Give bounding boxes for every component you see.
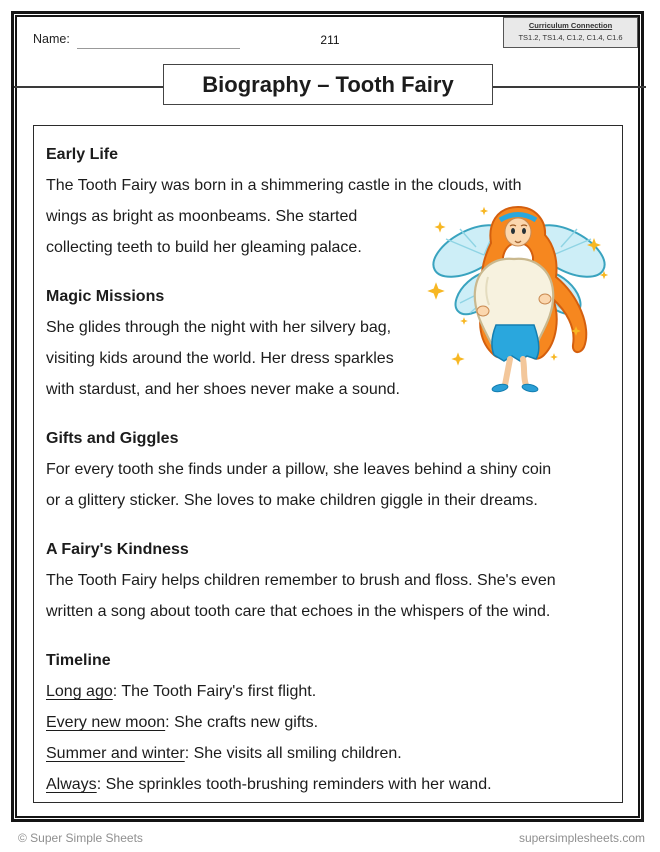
text-line: with stardust, and her shoes never make a sound. — [46, 381, 400, 398]
name-label: Name: — [33, 32, 70, 46]
timeline-entry — [46, 676, 610, 707]
timeline-text: : The Tooth Fairy's first flight. — [112, 683, 317, 700]
text-line: The Tooth Fairy helps children remember to brush and floss. She's even — [46, 572, 556, 589]
worksheet-title-box — [163, 64, 493, 105]
section-heading: Early Life — [46, 146, 119, 163]
section-heading: Magic Missions — [46, 288, 165, 305]
text-line: or a glittery sticker. She loves to make children giggle in their dreams. — [46, 492, 538, 509]
text-line: For every tooth she finds under a pillow, she leaves behind a shiny coin — [46, 461, 552, 478]
timeline-text: : She visits all smiling children. — [184, 745, 402, 762]
timeline-term: Summer and winter — [46, 745, 185, 762]
website-url: supersimplesheets.com — [518, 831, 645, 845]
text-line: written a song about tooth care that echoes in the whispers of the wind. — [46, 603, 551, 620]
text-line: wings as bright as moonbeams. She started — [46, 208, 358, 225]
timeline-entry — [46, 769, 610, 800]
text-line: The Tooth Fairy was born in a shimmering castle in the clouds, with — [46, 177, 522, 194]
timeline-term: Long ago — [46, 683, 113, 700]
timeline-entry — [46, 738, 610, 769]
text-line: collecting teeth to build her gleaming palace. — [46, 239, 362, 256]
curriculum-title: Curriculum Connection — [528, 21, 613, 30]
page-title: Biography – Tooth Fairy — [202, 71, 454, 97]
timeline-term: Every new moon — [46, 714, 166, 731]
timeline-text: : She crafts new gifts. — [165, 714, 319, 731]
copyright-text: © Super Simple Sheets — [18, 831, 143, 845]
section-heading: Timeline — [46, 652, 111, 669]
section-gifts-and-giggles — [46, 423, 610, 516]
text-line: She glides through the night with her silvery bag, — [46, 319, 392, 336]
timeline-text: : She sprinkles tooth-brushing reminders with her wand. — [96, 776, 492, 793]
text-line: visiting kids around the world. Her dress sparkles — [46, 350, 394, 367]
timeline-entry — [46, 707, 610, 738]
curriculum-connection-box — [503, 17, 638, 48]
section-timeline — [46, 645, 610, 800]
page-number: 211 — [320, 33, 340, 47]
section-heading: A Fairy's Kindness — [46, 541, 189, 558]
tooth-fairy-illustration — [426, 199, 611, 394]
curriculum-codes: TS1.2, TS1.4, C1.2, C1.4, C1.6 — [518, 33, 623, 42]
section-heading: Gifts and Giggles — [46, 430, 179, 447]
section-fairys-kindness — [46, 534, 610, 627]
timeline-term: Always — [46, 776, 97, 793]
